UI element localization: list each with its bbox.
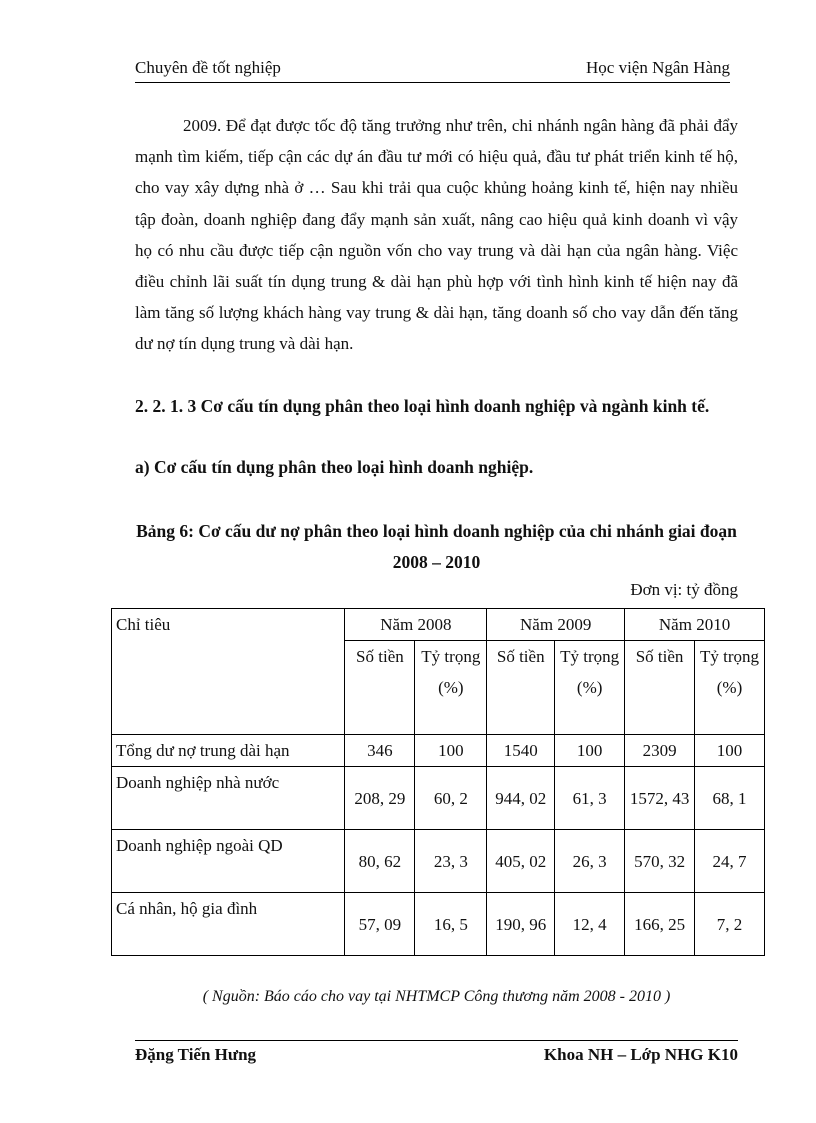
row-label: Tổng dư nợ trung dài hạn — [112, 735, 345, 767]
column-header: Chỉ tiêu — [112, 609, 345, 735]
table-cell: 68, 1 — [695, 767, 765, 830]
table-cell: 7, 2 — [695, 893, 765, 956]
table-cell: 24, 7 — [695, 830, 765, 893]
table-cell: 346 — [345, 735, 415, 767]
table-cell: 60, 2 — [415, 767, 487, 830]
year-header: Năm 2009 — [487, 609, 625, 641]
table-cell: 100 — [415, 735, 487, 767]
table-row — [112, 767, 765, 830]
page-footer — [135, 1040, 738, 1064]
table-cell: 12, 4 — [555, 893, 625, 956]
table-cell: 100 — [555, 735, 625, 767]
table-cell: 570, 32 — [625, 830, 695, 893]
table-caption: Bảng 6: Cơ cấu dư nợ phân theo loại hình doanh nghiệp của chi nhánh giai đoạn 2008 – 2010 — [136, 521, 737, 572]
row-label: Doanh nghiệp ngoài QD — [112, 830, 345, 893]
row-label: Doanh nghiệp nhà nước — [112, 767, 345, 830]
table-cell: 405, 02 — [487, 830, 555, 893]
table-row — [112, 735, 765, 767]
table-cell: 166, 25 — [625, 893, 695, 956]
table-cell: 16, 5 — [415, 893, 487, 956]
header-title-right: Học viện Ngân Hàng — [586, 58, 730, 77]
table-header-row — [112, 609, 765, 641]
subheader-amount: Số tiền — [487, 641, 555, 735]
class-info: Khoa NH – Lớp NHG K10 — [543, 1045, 738, 1064]
table-cell: 1540 — [487, 735, 555, 767]
table-cell: 23, 3 — [415, 830, 487, 893]
year-header: Năm 2010 — [625, 609, 765, 641]
subheader-share: Tỷ trọng (%) — [415, 641, 487, 735]
subsection-heading: a) Cơ cấu tín dụng phân theo loại hình doanh nghiệp. — [135, 457, 534, 477]
source-note: ( Nguồn: Báo cáo cho vay tại NHTMCP Công thương năm 2008 - 2010 ) — [202, 988, 671, 1005]
table-cell: 100 — [695, 735, 765, 767]
page-header — [135, 58, 730, 83]
body-text — [135, 110, 738, 360]
subheader-amount: Số tiền — [625, 641, 695, 735]
table-row — [112, 830, 765, 893]
year-header: Năm 2008 — [345, 609, 487, 641]
header-title-left: Chuyên đề tốt nghiệp — [135, 58, 281, 77]
table-cell: 61, 3 — [555, 767, 625, 830]
subheader-share: Tỷ trọng (%) — [695, 641, 765, 735]
table-cell: 26, 3 — [555, 830, 625, 893]
table-cell: 80, 62 — [345, 830, 415, 893]
table-cell: 944, 02 — [487, 767, 555, 830]
table-cell: 208, 29 — [345, 767, 415, 830]
subheader-amount: Số tiền — [345, 641, 415, 735]
table-cell: 1572, 43 — [625, 767, 695, 830]
subheader-share: Tỷ trọng (%) — [555, 641, 625, 735]
data-table — [111, 608, 765, 956]
paragraph: 2009. Để đạt được tốc độ tăng trưởng như trên, chi nhánh ngân hàng đã phải đẩy mạnh tìm kiếm, tiếp cận các dự án đầu tư mới có hiệu quả, đầu tư phát triển kinh tế hộ, cho vay xây dựng nhà ở … Sau khi trải qua cuộc khủng hoảng kinh tế, hiện nay nhiều tập đoàn, doanh nghiệp đang đẩy mạnh sản xuất, nâng cao hiệu quả kinh doanh vì vậy họ có nhu cầu được tiếp cận nguồn vốn cho vay trung và dài hạn của ngân hàng. Việc điều chỉnh lãi suất tín dụng trung & dài hạn phù hợp với tình hình kinh tế hiện nay đã làm tăng số lượng khách hàng vay trung & dài hạn, tăng doanh số cho vay dẫn đến tăng dư nợ tín dụng trung và dài hạn. — [135, 116, 738, 354]
table-cell: 57, 09 — [345, 893, 415, 956]
table-row — [112, 893, 765, 956]
table-cell: 2309 — [625, 735, 695, 767]
table-cell: 190, 96 — [487, 893, 555, 956]
author-name: Đặng Tiến Hưng — [135, 1045, 257, 1064]
unit-label: Đơn vị: tỷ đồng — [630, 580, 738, 599]
section-heading: 2. 2. 1. 3 Cơ cấu tín dụng phân theo loại hình doanh nghiệp và ngành kinh tế. — [135, 396, 710, 416]
row-label: Cá nhân, hộ gia đình — [112, 893, 345, 956]
